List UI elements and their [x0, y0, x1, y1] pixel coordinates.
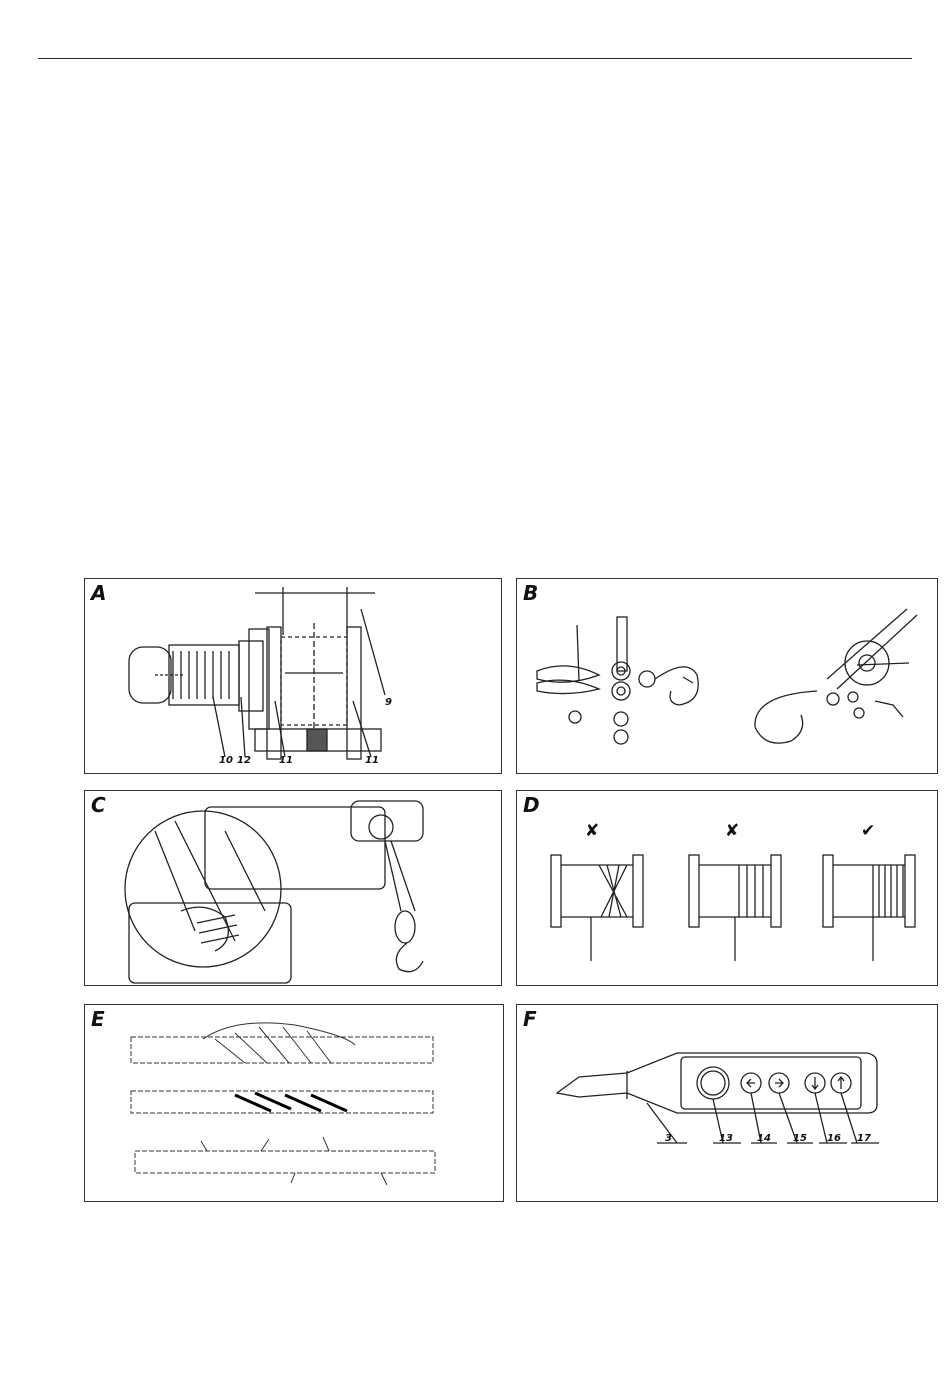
- callout-17: 17: [857, 1133, 871, 1144]
- header-rule: [38, 58, 912, 59]
- panel-letter-c: C: [91, 793, 106, 817]
- callout-15: 15: [793, 1133, 807, 1144]
- callout-11-left: 11: [279, 755, 293, 766]
- panel-letter-b: B: [523, 581, 539, 605]
- rope-damage-drawing: [85, 1005, 503, 1201]
- rope-anchor-drawing: [85, 791, 501, 985]
- mark-wrong-1: ✘: [585, 821, 600, 841]
- panel-letter-d: D: [523, 793, 540, 817]
- panel-letter-e: E: [91, 1007, 105, 1031]
- figure-panel-c: [84, 790, 502, 986]
- panel-letter-a: A: [91, 581, 107, 605]
- figure-panel-a: [84, 578, 502, 774]
- callout-12: 12: [237, 755, 251, 766]
- callout-layer-f: [517, 1005, 937, 1201]
- callout-10: 10: [219, 755, 233, 766]
- callout-3: 3: [665, 1133, 672, 1144]
- mark-wrong-2: ✘: [725, 821, 740, 841]
- callout-16: 16: [827, 1133, 841, 1144]
- hook-assembly-drawing: [517, 579, 937, 773]
- figure-panel-d: [516, 790, 938, 986]
- callout-13: 13: [719, 1133, 733, 1144]
- figure-panel-e: [84, 1004, 504, 1202]
- callout-11-right: 11: [365, 755, 379, 766]
- figure-panel-f: [516, 1004, 938, 1202]
- callout-layer-a: [85, 579, 501, 773]
- mark-correct: ✔: [861, 821, 876, 841]
- callout-14: 14: [757, 1133, 771, 1144]
- panel-letter-f: F: [523, 1007, 537, 1031]
- figure-panel-b: [516, 578, 938, 774]
- callout-9: 9: [385, 697, 392, 708]
